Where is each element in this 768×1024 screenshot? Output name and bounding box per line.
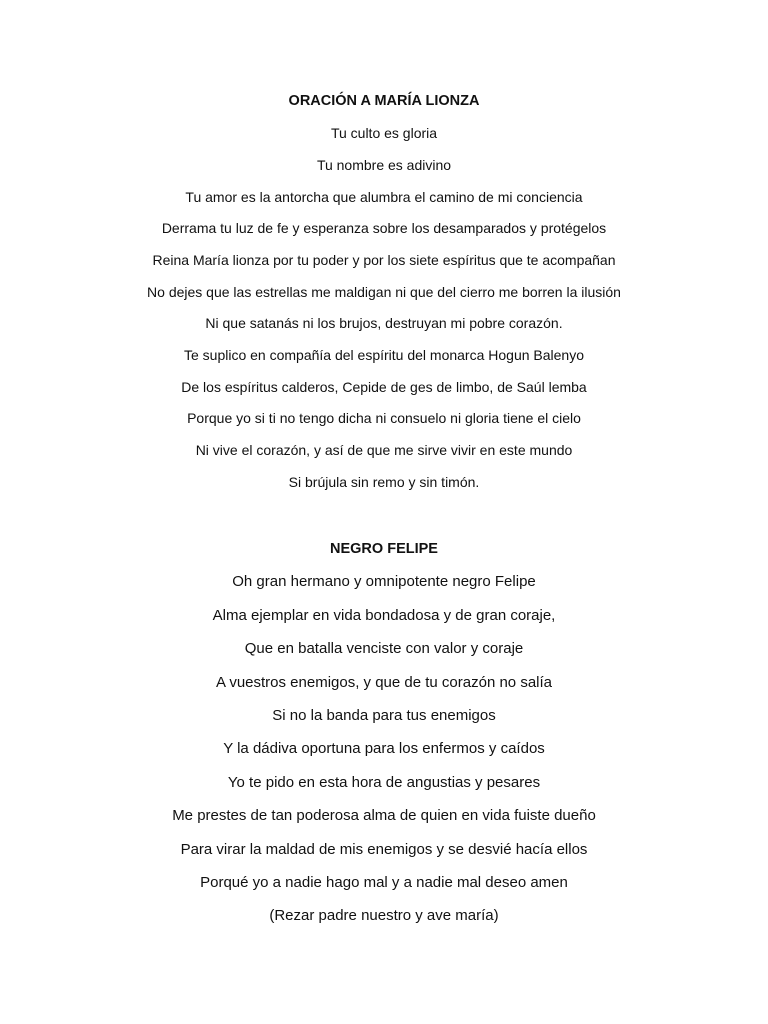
verse-line: Si no la banda para tus enemigos [272,707,496,724]
verse-line: No dejes que las estrellas me maldigan ni que del cierro me borren la ilusión [147,284,621,300]
verse-line: Me prestes de tan poderosa alma de quien en vida fuiste dueño [172,807,596,824]
verse-line: Si brújula sin remo y sin timón. [288,474,480,490]
verse-line: Ni que satanás ni los brujos, destruyan mi pobre corazón. [205,315,563,331]
verse-line: A vuestros enemigos, y que de tu corazón no salía [215,674,553,691]
prayer-title-maria-lionza: ORACIÓN A MARÍA LIONZA [288,93,480,109]
verse-line: Porqué yo a nadie hago mal y a nadie mal deseo amen [200,874,568,891]
verse-line: Te suplico en compañía del espíritu del monarca Hogun Balenyo [183,347,585,363]
verse-line: De los espíritus calderos, Cepide de ges de limbo, de Saúl lemba [181,379,587,395]
verse-line: Oh gran hermano y omnipotente negro Felipe [232,573,536,590]
verse-line: Para virar la maldad de mis enemigos y se desvié hacía ellos [180,841,588,858]
verse-line: Yo te pido en esta hora de angustias y pesares [227,774,541,791]
verse-line: Tu culto es gloria [330,125,438,141]
verse-line: Derrama tu luz de fe y esperanza sobre los desamparados y protégelos [161,220,607,236]
verse-line: (Rezar padre nuestro y ave maría) [269,907,499,924]
verse-line: Tu nombre es adivino [316,157,452,173]
verse-line: Tu amor es la antorcha que alumbra el camino de mi conciencia [185,189,583,205]
prayer-title-negro-felipe: NEGRO FELIPE [330,541,438,557]
verse-line: Que en batalla venciste con valor y coraje [244,640,524,657]
verse-line: Porque yo si ti no tengo dicha ni consuelo ni gloria tiene el cielo [187,410,581,426]
verse-line: Y la dádiva oportuna para los enfermos y caídos [223,740,545,757]
verse-line: Reina María lionza por tu poder y por los siete espíritus que te acompañan [152,252,616,268]
verse-line: Ni vive el corazón, y así de que me sirve vivir en este mundo [195,442,573,458]
verse-line: Alma ejemplar en vida bondadosa y de gran coraje, [212,607,556,624]
